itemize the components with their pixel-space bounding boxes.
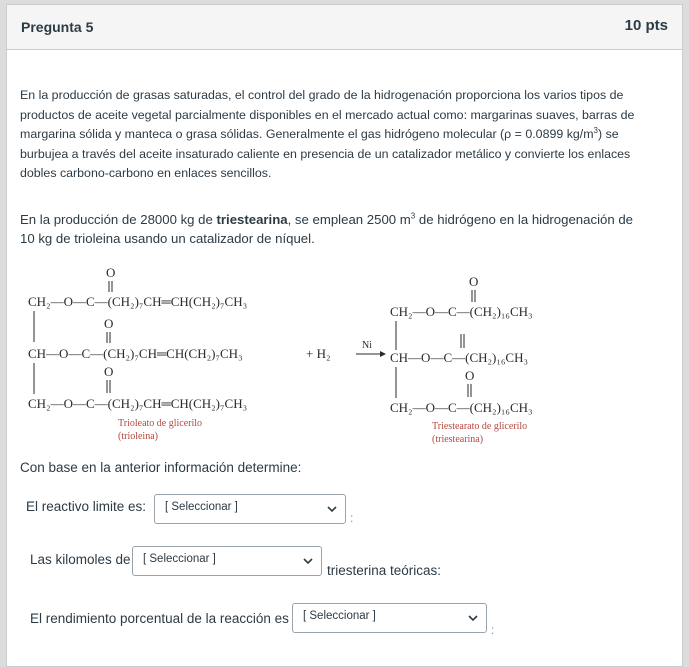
select-value: [ Seleccionar ] [303, 610, 376, 622]
select-value: [ Seleccionar ] [143, 553, 216, 565]
select-value: [ Seleccionar ] [165, 501, 238, 513]
chevron-down-icon [468, 613, 478, 623]
product-row-1: CH₂—O—C—(CH₂)₁₆CH₃ [390, 304, 533, 319]
colon: : [491, 623, 495, 637]
product-row-2: CH—O—C—(CH₂)₁₆CH₃ [390, 350, 529, 365]
chevron-down-icon [327, 504, 337, 514]
colon: : [350, 511, 354, 525]
intro-paragraph: En la producción de grasas saturadas, el control del grado de la hidrogenación proporciona los varios tipos de productos de aceite vegetal parcialmente disponibles en el mercado actual como: margarinas suaves, barras de margarina sólida y manteca o grasa sólidas. Generalmente el gas hidrógeno molecular (ρ = 0.0899 $kg/m^3$) se burbujea a través del aceite insaturado caliente en presencia de un catalizador metálico y convierte los enlaces dobles carbono-carbono en enlaces sencillos. [20, 88, 635, 180]
reactant-row-3: CH₂—O—C—(CH₂)₇CH═CH(CH₂)₇CH₃ [28, 396, 248, 411]
problem-paragraph: En la producción de 28000 kg de triestearina, se emplean 2500 $m^3$ de hidrógeno en la hidrogenación de 10 kg de trioleina usando un catalizador de níquel. [20, 211, 634, 246]
catalyst-label: Ni [362, 340, 372, 351]
oxygen-label: O [465, 368, 475, 383]
reactant-row-2: CH—O—C—(CH₂)₇CH═CH(CH₂)₇CH₃ [28, 346, 243, 361]
kilomoles-select[interactable] [132, 546, 322, 576]
reactant-caption-alt: (trioleina) [118, 431, 158, 442]
reactant-row-1: CH₂—O—C—(CH₂)₇CH═CH(CH₂)₇CH₃ [28, 294, 248, 309]
question-header [7, 5, 682, 50]
oxygen-label: O [104, 316, 114, 331]
oxygen-label: O [106, 265, 116, 280]
chevron-down-icon [303, 556, 313, 566]
instruction-text: Con base en la anterior información determine: [20, 460, 302, 475]
trioleina-structure [28, 265, 247, 442]
product-caption: Triestearato de glicerilo [432, 421, 528, 432]
question-title: Pregunta 5 [21, 19, 94, 35]
oxygen-label: O [104, 364, 114, 379]
product-caption-alt: (triestearina) [432, 434, 484, 445]
q2-label: Las kilomoles de [30, 552, 131, 567]
q2-suffix: triesterina teóricas: [327, 563, 442, 578]
reactant-caption: Trioleato de glicerilo [118, 418, 203, 429]
q1-label: El reactivo limite es: [26, 499, 147, 514]
limiting-reagent-select[interactable] [154, 494, 346, 524]
oxygen-label: O [469, 274, 479, 289]
product-row-3: CH₂—O—C—(CH₂)₁₆CH₃ [390, 400, 533, 415]
triestearina-structure [390, 274, 533, 445]
q3-label: El rendimiento porcentual de la reacción es [30, 611, 289, 626]
reaction-diagram [20, 262, 620, 452]
question-points: 10 pts [624, 17, 668, 34]
yield-select[interactable] [292, 603, 487, 633]
plus-h2: + H₂ [306, 346, 331, 361]
